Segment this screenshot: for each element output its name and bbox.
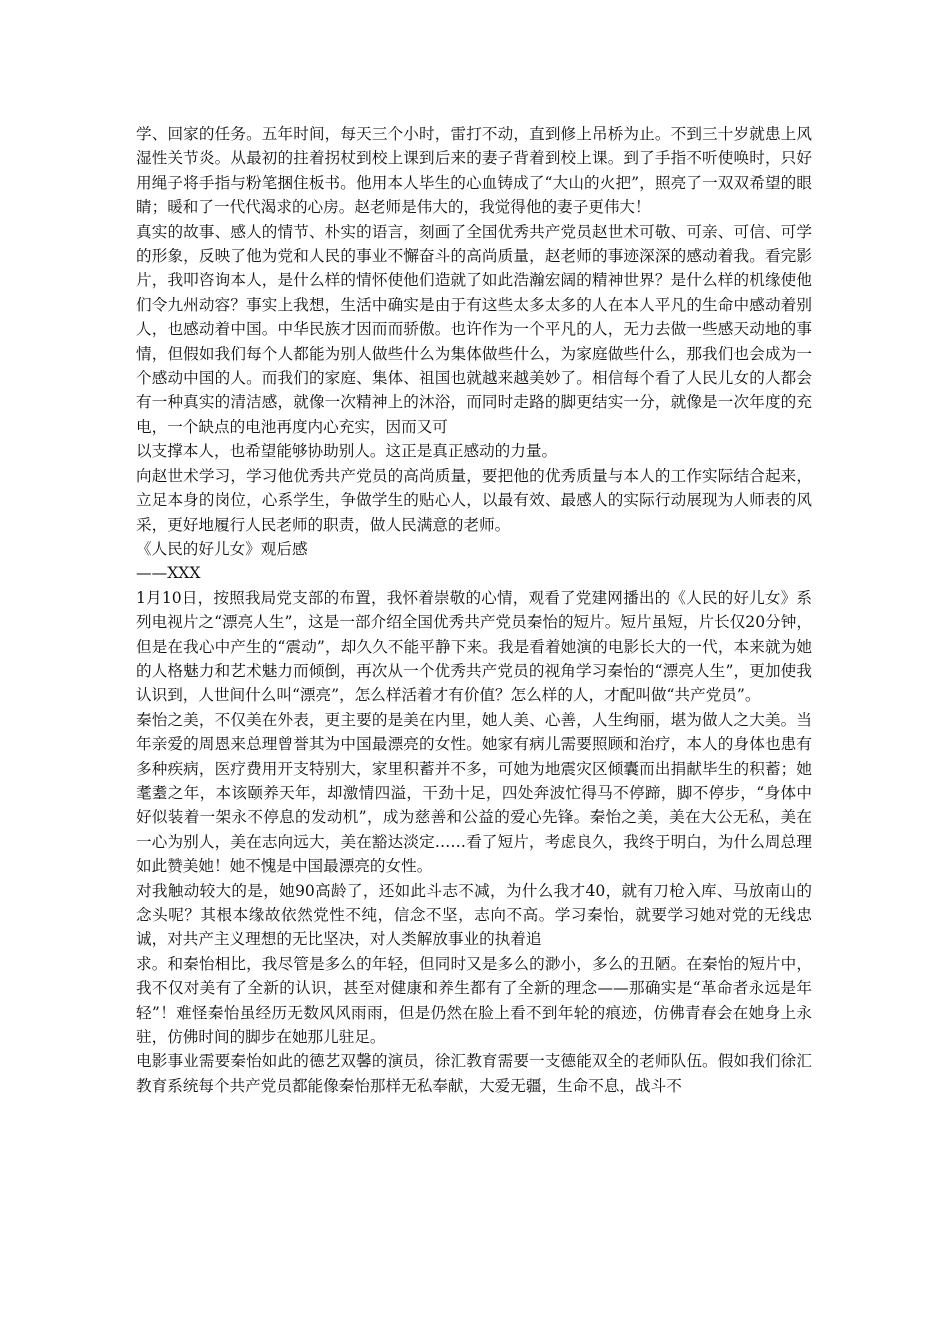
paragraph-learn-from-zhao: 向赵世术学习，学习他优秀共产党员的高尚质量，要把他的优秀质量与本人的工作实际结合起来，立足本身的岗位，心系学生，争做学生的贴心人，以最有效、最感人的实际行动展现为人师表的风采，更好地履行人民老师的职责，做人民满意的老师。 bbox=[136, 466, 812, 534]
paragraph-reflection-continued: 以支撑本人，也希望能够协助别人。这正是真正感动的力量。 bbox=[136, 442, 558, 461]
paragraph-viewing-film: 1月10日，按照我局党支部的布置，我怀着崇敬的心情，观看了党建网播出的《人民的好儿女》系列电视片之“漂亮人生”，这是一部介绍全国优秀共产党员秦怡的短片。短片虽短，片长仅20分钟，但是在我心中产生的“震动”，却久久不能平静下来。我是看着她演的电影长大的一代，本来就为她的人格魅力和艺术魅力而倾倒，再次从一个优秀共产党员的视角学习秦怡的“漂亮人生”，更加使我认识到，人世间什么叫“漂亮”，怎么样活着才有价值？怎么样的人，才配叫做“共产党员”。 bbox=[136, 588, 812, 705]
paragraph-reflection: 真实的故事、感人的情节、朴实的语言，刻画了全国优秀共产党员赵世术可敬、可亲、可信、可学的形象，反映了他为党和人民的事业不懈奋斗的高尚质量，赵老师的事迹深深的感动着我。看完影片，我叩咨询本人，是什么样的情怀使他们造就了如此浩瀚宏阔的精神世界？是什么样的机缘使他们令九州动容？事实上我想，生活中确实是由于有这些太多太多的人在本人平凡的生命中感动着别人，也感动着中国。中华民族才因而而骄傲。也许作为一个平凡的人，无力去做一些感天动地的事情，但假如我们每个人都能为别人做些什么为集体做些什么，为家庭做些什么，那我们也会成为一个感动中国的人。而我们的家庭、集体、祖国也就越来越美妙了。相信每个看了人民儿女的人都会有一种真实的清洁感，就像一次精神上的沐浴，而同时走路的脚更结实一分，就像是一次年度的充电，一个缺点的电池再度内心充实，因而又可 bbox=[136, 222, 812, 436]
paragraph-personal-impact: 对我触动较大的是，她90高龄了，还如此斗志不减，为什么我才40，就有刀枪入库、马放南山的念头呢？其根本缘故依然党性不纯，信念不坚，志向不高。学习秦怡，就要学习她对党的无线忠诚，对共产主义理想的无比坚决，对人类解放事业的执着追 bbox=[136, 881, 812, 949]
paragraph-education-call: 电影事业需要秦怡如此的德艺双馨的演员，徐汇教育需要一支德能双全的老师队伍。假如我们徐汇教育系统每个共产党员都能像秦怡那样无私奉献，大爱无疆，生命不息，战斗不 bbox=[136, 1052, 812, 1095]
author-byline: ——XXX bbox=[136, 564, 201, 583]
paragraph-qinyi-beauty: 秦怡之美，不仅美在外表，更主要的是美在内里，她人美、心善，人生绚丽，堪为做人之大美。当年亲爱的周恩来总理曾誉其为中国最漂亮的女性。她家有病儿需要照顾和治疗，本人的身体也患有多种疾病，医疗费用开支特别大，家里积蓄并不多，可她为地震灾区倾囊而出捐献毕生的积蓄；她耄耋之年，本该颐养天年，却激情四溢，干劲十足，四处奔波忙得马不停蹄，脚不停步，“身体中好似装着一架永不停息的发动机”，成为慈善和公益的爱心先锋。秦怡之美，美在大公无私，美在一心为别人，美在志向远大，美在豁达淡定……看了短片，考虑良久，我终于明白，为什么周总理如此赞美她！她不愧是中国最漂亮的女性。 bbox=[136, 710, 812, 876]
document-page bbox=[136, 122, 812, 1098]
essay-title: 《人民的好儿女》观后感 bbox=[136, 539, 308, 558]
paragraph-zhao-hardship: 学、回家的任务。五年时间，每天三个小时，雷打不动，直到修上吊桥为止。不到三十岁就患上风湿性关节炎。从最初的拄着拐杖到校上课到后来的妻子背着到校上课。到了手指不听使唤时，只好用绳子将手指与粉笔捆住板书。他用本人毕生的心血铸成了“大山的火把”，照亮了一双双希望的眼睛；暖和了一代代渴求的心房。赵老师是伟大的，我觉得他的妻子更伟大！ bbox=[136, 125, 812, 217]
paragraph-personal-impact-continued: 求。和秦怡相比，我尽管是多么的年轻，但同时又是多么的渺小，多么的丑陋。在秦怡的短片中，我不仅对美有了全新的认识，甚至对健康和养生都有了全新的理念——那确实是“革命者永远是年轻”！难怪秦怡虽经历无数风风雨雨，但是仍然在脸上看不到年轮的痕迹，仿佛青春会在她身上永驻，仿佛时间的脚步在她那儿驻足。 bbox=[136, 954, 812, 1047]
